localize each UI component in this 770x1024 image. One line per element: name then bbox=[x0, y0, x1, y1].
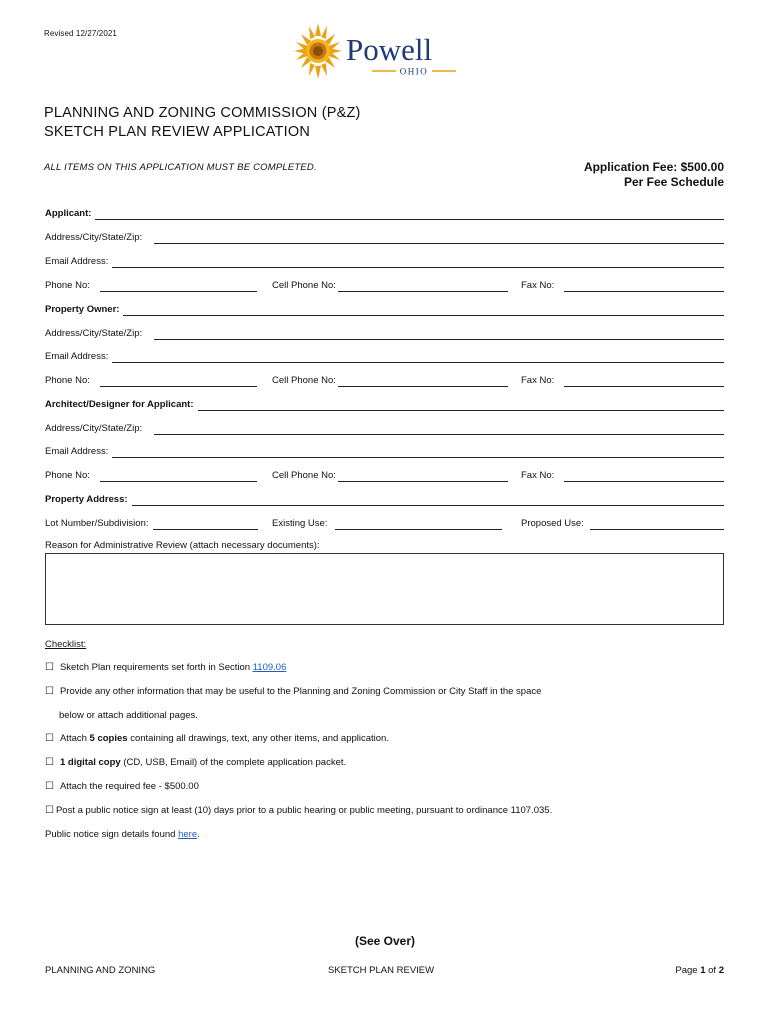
architect-cell-field[interactable] bbox=[338, 471, 508, 482]
reason-label: Reason for Administrative Review (attach necessary documents): bbox=[45, 540, 320, 551]
fee-amount: Application Fee: $500.00 bbox=[583, 160, 724, 174]
owner-label: Property Owner: bbox=[45, 304, 120, 315]
owner-row bbox=[45, 302, 724, 316]
logo-wordmark: Powell bbox=[346, 32, 433, 67]
revised-date: Revised 12/27/2021 bbox=[44, 29, 117, 38]
footer-left: PLANNING AND ZONING bbox=[45, 965, 156, 976]
applicant-cell-field[interactable] bbox=[338, 281, 508, 292]
architect-label: Architect/Designer for Applicant: bbox=[45, 399, 194, 410]
lot-subdivision-field[interactable] bbox=[153, 519, 259, 530]
applicant-fax-label: Fax No: bbox=[521, 280, 555, 291]
proposed-use-label: Proposed Use: bbox=[521, 518, 584, 529]
sign-details-text: Public notice sign details found bbox=[45, 829, 176, 840]
applicant-field[interactable] bbox=[95, 209, 724, 220]
lot-subdivision-label: Lot Number/Subdivision: bbox=[45, 518, 149, 529]
see-over-note: (See Over) bbox=[354, 934, 416, 948]
sketch-plan-text: Sketch Plan requirements set forth in Section bbox=[59, 662, 251, 673]
owner-email-row bbox=[45, 349, 724, 363]
copies-post: containing all drawings, text, any other items, and application. bbox=[130, 733, 389, 744]
sign-details bbox=[45, 829, 200, 840]
copies-pre: Attach bbox=[59, 733, 87, 744]
checkbox-digital[interactable]: ☐ bbox=[45, 757, 54, 768]
fee-schedule: Per Fee Schedule bbox=[623, 175, 724, 189]
checkbox-sketch-plan[interactable]: ☐ bbox=[45, 662, 54, 673]
public-notice-text: Post a public notice sign at least (10) days prior to a public hearing or public meeting, pursuant to ordinance 1107.035. bbox=[55, 805, 553, 816]
footer-middle: SKETCH PLAN REVIEW bbox=[328, 965, 435, 976]
checklist-item-other-info bbox=[45, 686, 541, 697]
owner-cell-label: Cell Phone No: bbox=[272, 375, 336, 386]
application-fee bbox=[584, 160, 724, 190]
owner-address-row bbox=[45, 326, 724, 340]
architect-phone-row bbox=[45, 468, 724, 482]
owner-address-field[interactable] bbox=[154, 329, 724, 340]
form-title bbox=[44, 104, 361, 141]
checklist-item-public-notice bbox=[45, 805, 552, 816]
architect-address-label: Address/City/State/Zip: bbox=[45, 423, 143, 434]
title-line-1: PLANNING AND ZONING COMMISSION (P&Z) bbox=[44, 105, 361, 121]
section-1109-link[interactable]: 1109.06 bbox=[252, 662, 287, 673]
page-label: Page bbox=[675, 965, 698, 976]
page-current: 1 bbox=[700, 965, 706, 976]
copies-count: 5 copies bbox=[89, 733, 128, 744]
architect-email-field[interactable] bbox=[112, 447, 724, 458]
checkbox-copies[interactable]: ☐ bbox=[45, 733, 54, 744]
architect-email-label: Email Address: bbox=[45, 446, 109, 457]
applicant-phone-label: Phone No: bbox=[45, 280, 90, 291]
logo-subtext: OHIO bbox=[399, 66, 429, 77]
owner-phone-label: Phone No: bbox=[45, 375, 90, 386]
checkbox-other-info[interactable]: ☐ bbox=[45, 686, 54, 697]
property-address-field[interactable] bbox=[132, 495, 724, 506]
owner-phone-row bbox=[45, 373, 724, 387]
checklist-item-digital bbox=[45, 757, 346, 768]
applicant-email-label: Email Address: bbox=[45, 256, 109, 267]
owner-fax-label: Fax No: bbox=[521, 375, 555, 386]
architect-field[interactable] bbox=[198, 400, 724, 411]
owner-phone-field[interactable] bbox=[100, 376, 257, 387]
architect-fax-field[interactable] bbox=[564, 471, 724, 482]
architect-cell-label: Cell Phone No: bbox=[272, 470, 336, 481]
powell-logo bbox=[294, 22, 480, 80]
reason-textarea[interactable] bbox=[45, 553, 724, 625]
fee-text: Attach the required fee - $500.00 bbox=[59, 781, 199, 792]
owner-email-field[interactable] bbox=[112, 352, 724, 363]
applicant-label: Applicant: bbox=[45, 208, 92, 219]
property-address-row bbox=[45, 492, 724, 506]
owner-address-label: Address/City/State/Zip: bbox=[45, 328, 143, 339]
checklist-heading: Checklist: bbox=[45, 639, 87, 650]
sign-details-end: . bbox=[197, 829, 200, 840]
existing-use-field[interactable] bbox=[335, 519, 502, 530]
checkbox-fee[interactable]: ☐ bbox=[45, 781, 54, 792]
applicant-address-label: Address/City/State/Zip: bbox=[45, 232, 143, 243]
page-of: of bbox=[708, 965, 717, 976]
applicant-cell-label: Cell Phone No: bbox=[272, 280, 336, 291]
architect-fax-label: Fax No: bbox=[521, 470, 555, 481]
checkbox-public-notice[interactable]: ☐ bbox=[45, 805, 54, 816]
architect-address-row bbox=[45, 421, 724, 435]
lot-use-row bbox=[45, 516, 724, 530]
architect-phone-label: Phone No: bbox=[45, 470, 90, 481]
applicant-phone-field[interactable] bbox=[100, 281, 257, 292]
existing-use-label: Existing Use: bbox=[272, 518, 328, 529]
checklist-item-sketch-plan bbox=[45, 662, 286, 673]
digital-copy: 1 digital copy bbox=[59, 757, 121, 768]
applicant-email-field[interactable] bbox=[112, 257, 724, 268]
page-total: 2 bbox=[718, 965, 724, 976]
checklist-item-fee bbox=[45, 781, 199, 792]
architect-row bbox=[45, 397, 724, 411]
owner-field[interactable] bbox=[123, 305, 724, 316]
page-number bbox=[675, 965, 724, 976]
owner-fax-field[interactable] bbox=[564, 376, 724, 387]
sign-details-link[interactable]: here bbox=[178, 829, 198, 840]
applicant-address-field[interactable] bbox=[154, 233, 724, 244]
applicant-phone-row bbox=[45, 278, 724, 292]
owner-cell-field[interactable] bbox=[338, 376, 508, 387]
architect-phone-field[interactable] bbox=[100, 471, 257, 482]
applicant-fax-field[interactable] bbox=[564, 281, 724, 292]
architect-address-field[interactable] bbox=[154, 424, 724, 435]
completion-notice: ALL ITEMS ON THIS APPLICATION MUST BE COMPLETED. bbox=[44, 162, 317, 173]
applicant-row bbox=[45, 206, 724, 220]
applicant-address-row bbox=[45, 230, 724, 244]
other-info-continuation: below or attach additional pages. bbox=[59, 710, 198, 721]
title-line-2: SKETCH PLAN REVIEW APPLICATION bbox=[44, 123, 310, 140]
architect-email-row bbox=[45, 444, 724, 458]
applicant-email-row bbox=[45, 254, 724, 268]
checklist-item-copies bbox=[45, 733, 389, 744]
other-info-text: Provide any other information that may be useful to the Planning and Zoning Commission or City Staff in the space bbox=[59, 686, 542, 697]
owner-email-label: Email Address: bbox=[45, 351, 109, 362]
proposed-use-field[interactable] bbox=[590, 519, 724, 530]
digital-post: (CD, USB, Email) of the complete application packet. bbox=[123, 757, 347, 768]
property-address-label: Property Address: bbox=[45, 494, 128, 505]
sun-icon bbox=[294, 23, 342, 79]
